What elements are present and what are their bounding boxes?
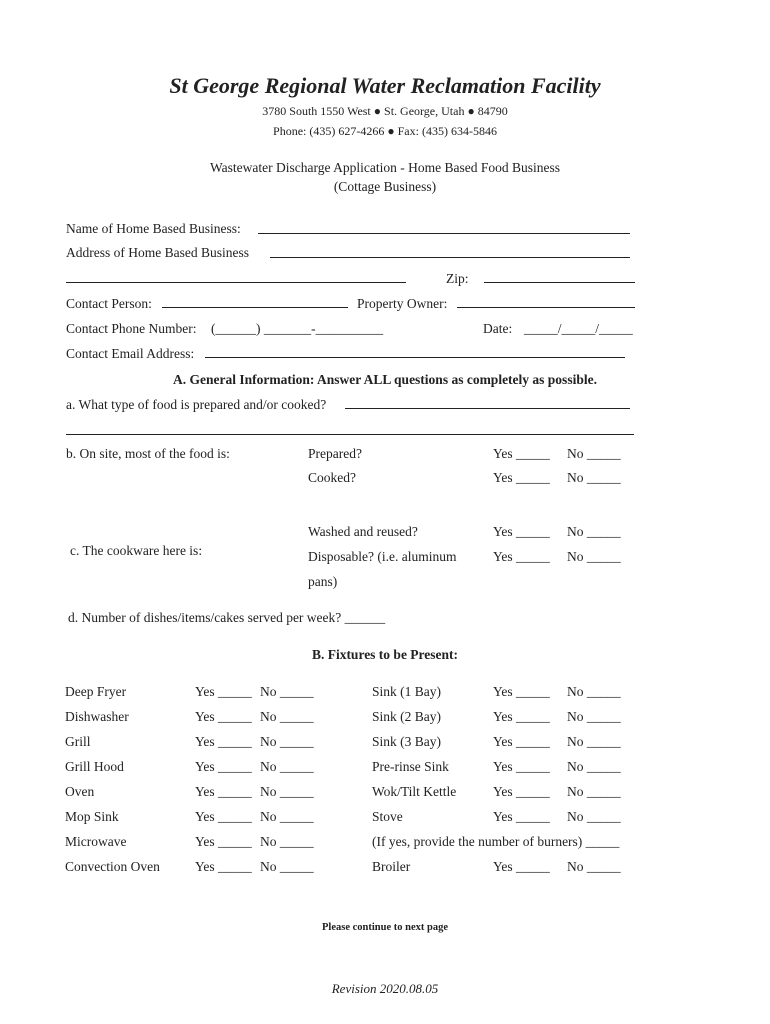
fixture-label: Oven: [65, 784, 95, 799]
fixture-yes[interactable]: Yes _____: [493, 809, 550, 824]
section-b-heading: B. Fixtures to be Present:: [311, 647, 459, 662]
fixture-yes[interactable]: Yes _____: [195, 859, 252, 874]
section-a-heading: A. General Information: Answer ALL questions as completely as possible.: [173, 372, 597, 387]
fixture-label: Grill Hood: [65, 759, 124, 774]
question-b-cooked: Cooked?: [308, 470, 356, 485]
fixture-no[interactable]: No _____: [260, 809, 314, 824]
question-b-cooked-no[interactable]: No _____: [567, 470, 621, 485]
question-a-field[interactable]: [345, 397, 630, 413]
business-name-field[interactable]: [258, 222, 630, 238]
form-subtitle: (Cottage Business): [333, 179, 437, 194]
question-c-disposable: Disposable? (i.e. aluminum: [308, 549, 457, 564]
fixture-no[interactable]: No _____: [260, 709, 314, 724]
fixture-no[interactable]: No _____: [567, 684, 621, 699]
contact-phone-label: Contact Phone Number:: [66, 321, 197, 336]
fixture-yes[interactable]: Yes _____: [493, 784, 550, 799]
fixture-label: Dishwasher: [65, 709, 129, 724]
facility-phone: Phone: (435) 627-4266 ● Fax: (435) 634-5846: [273, 124, 497, 138]
fixture-yes[interactable]: Yes _____: [195, 684, 252, 699]
fixture-label: Microwave: [65, 834, 127, 849]
fixture-yes[interactable]: Yes _____: [493, 709, 550, 724]
continue-note: Please continue to next page: [322, 922, 448, 933]
fixture-no[interactable]: No _____: [567, 734, 621, 749]
fixture-label: Sink (1 Bay): [372, 684, 441, 699]
fixture-label: Pre-rinse Sink: [372, 759, 449, 774]
fixture-label: Mop Sink: [65, 809, 119, 824]
question-a-field-line2[interactable]: [66, 423, 634, 439]
fixture-yes[interactable]: Yes _____: [195, 734, 252, 749]
fixture-no[interactable]: No _____: [260, 734, 314, 749]
fixture-no[interactable]: No _____: [567, 809, 621, 824]
fixture-no[interactable]: No _____: [567, 759, 621, 774]
fixture-yes[interactable]: Yes _____: [493, 759, 550, 774]
fixture-no[interactable]: No _____: [260, 859, 314, 874]
facility-address: 3780 South 1550 West ● St. George, Utah ● 84790: [262, 104, 508, 118]
fixture-label: Deep Fryer: [65, 684, 127, 699]
fixture-label: Sink (2 Bay): [372, 709, 441, 724]
fixture-yes[interactable]: Yes _____: [493, 734, 550, 749]
question-c-disposable-cont: pans): [308, 574, 338, 589]
fixture-yes[interactable]: Yes _____: [195, 759, 252, 774]
fixture-yes[interactable]: Yes _____: [195, 809, 252, 824]
fixture-no[interactable]: No _____: [567, 859, 621, 874]
fixture-no[interactable]: No _____: [567, 709, 621, 724]
question-c-washed: Washed and reused?: [308, 524, 418, 539]
business-name-label: Name of Home Based Business:: [66, 221, 241, 236]
zip-label: Zip:: [446, 271, 469, 286]
question-b-prepared: Prepared?: [308, 446, 362, 461]
question-a-label: a. What type of food is prepared and/or cooked?: [66, 397, 327, 412]
facility-title: St George Regional Water Reclamation Facility: [169, 73, 601, 98]
fixture-yes[interactable]: Yes _____: [493, 684, 550, 699]
contact-person-label: Contact Person:: [66, 296, 152, 311]
property-owner-label: Property Owner:: [357, 296, 448, 311]
fixture-no[interactable]: No _____: [260, 684, 314, 699]
fixture-label: Wok/Tilt Kettle: [372, 784, 457, 799]
date-field[interactable]: _____/_____/_____: [524, 321, 633, 336]
form-title: Wastewater Discharge Application - Home Based Food Business: [210, 160, 560, 175]
fixture-no[interactable]: No _____: [260, 834, 314, 849]
property-owner-field[interactable]: [457, 296, 635, 312]
contact-email-label: Contact Email Address:: [66, 346, 195, 361]
fixture-label: Sink (3 Bay): [372, 734, 441, 749]
question-c-disposable-no[interactable]: No _____: [567, 549, 621, 564]
fixture-label: Stove: [372, 809, 403, 824]
fixture-no[interactable]: No _____: [260, 759, 314, 774]
question-b-prepared-no[interactable]: No _____: [567, 446, 621, 461]
question-d-label[interactable]: d. Number of dishes/items/cakes served per week? ______: [68, 610, 386, 625]
fixture-yes[interactable]: Yes _____: [493, 859, 550, 874]
question-c-disposable-yes[interactable]: Yes _____: [493, 549, 550, 564]
revision-note: Revision 2020.08.05: [331, 981, 439, 996]
contact-person-field[interactable]: [162, 296, 348, 312]
fixture-label: Convection Oven: [65, 859, 160, 874]
question-c-washed-yes[interactable]: Yes _____: [493, 524, 550, 539]
question-b-prepared-yes[interactable]: Yes _____: [493, 446, 550, 461]
fixture-yes[interactable]: Yes _____: [195, 784, 252, 799]
question-c-washed-no[interactable]: No _____: [567, 524, 621, 539]
fixture-label: (If yes, provide the number of burners) _____: [372, 834, 620, 849]
zip-field[interactable]: [484, 271, 635, 287]
contact-phone-field[interactable]: (______) _______-__________: [211, 321, 384, 336]
business-address-label: Address of Home Based Business: [66, 245, 249, 260]
fixture-no[interactable]: No _____: [567, 784, 621, 799]
fixture-label: Broiler: [372, 859, 411, 874]
date-label: Date:: [483, 321, 513, 336]
fixture-no[interactable]: No _____: [260, 784, 314, 799]
question-b-cooked-yes[interactable]: Yes _____: [493, 470, 550, 485]
business-address-field[interactable]: [270, 246, 630, 262]
business-address-line2-field[interactable]: [66, 271, 406, 287]
fixture-label: Grill: [65, 734, 91, 749]
fixture-yes[interactable]: Yes _____: [195, 709, 252, 724]
contact-email-field[interactable]: [205, 346, 625, 362]
question-b-label: b. On site, most of the food is:: [66, 446, 230, 461]
fixture-yes[interactable]: Yes _____: [195, 834, 252, 849]
question-c-label: c. The cookware here is:: [70, 543, 203, 558]
